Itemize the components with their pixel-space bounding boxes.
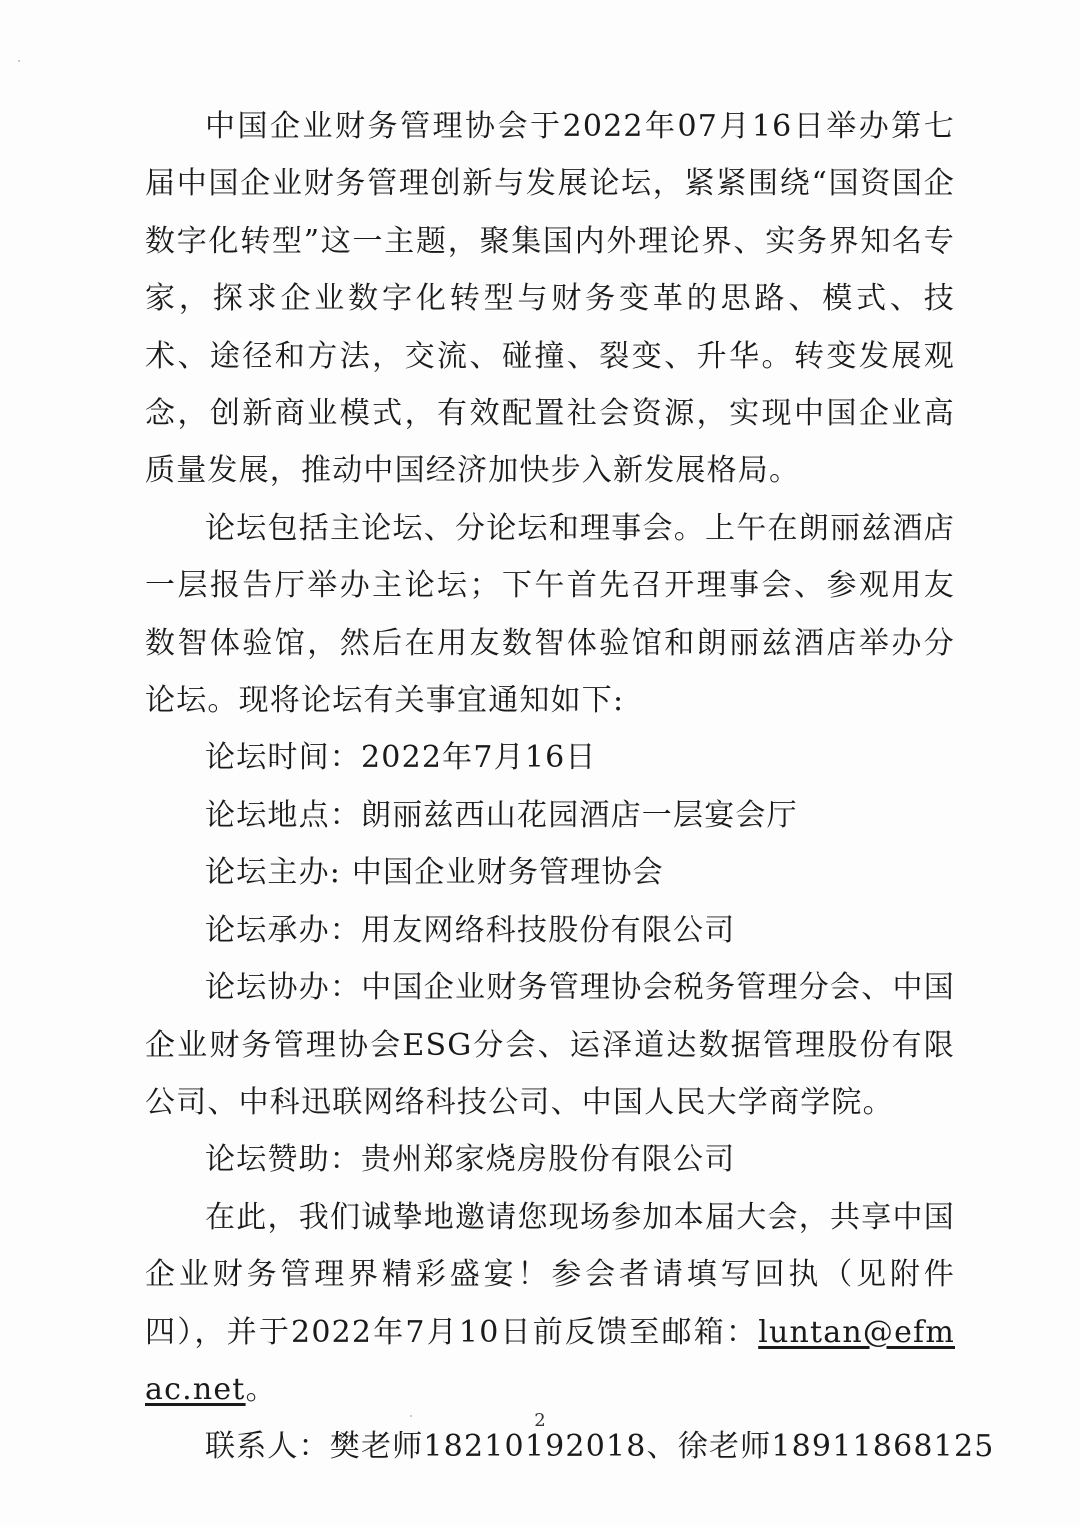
forum-sponsor: 论坛赞助：贵州郑家烧房股份有限公司	[205, 1142, 736, 1178]
intro-paragraph: 中国企业财务管理协会于2022年07月16日举办第七届中国企业财务管理创新与发展论坛，紧紧围绕“国资国企数字化转型”这一主题，聚集国内外理论界、实务界知名专家，探求企业数字化转型与财务变革的思路、模式、技术、途径和方法，交流、碰撞、裂变、升华。转变发展观念，创新商业模式，有效配置社会资源，实现中国企业高质量发展，推动中国经济加快步入新发展格局。	[145, 109, 955, 489]
invitation-end: 。	[245, 1371, 277, 1407]
invitation-text: 在此，我们诚挚地邀请您现场参加本届大会，共享中国企业财务管理界精彩盛宴！参会者请填写回执（见附件四），并于2022年7月10日前反馈至邮箱：	[145, 1199, 955, 1350]
forum-host: 论坛主办: 中国企业财务管理协会	[205, 855, 664, 891]
forum-organizer: 论坛承办：用友网络科技股份有限公司	[205, 912, 736, 948]
email-link[interactable]: luntan@efmac.net	[145, 1314, 955, 1407]
document-body	[145, 98, 995, 1476]
invitation-paragraph	[145, 1189, 955, 1419]
structure-paragraph: 论坛包括主论坛、分论坛和理事会。上午在朗丽兹酒店一层报告厅举办主论坛；下午首先召开理事会、参观用友数智体验馆，然后在用友数智体验馆和朗丽兹酒店举办分论坛。现将论坛有关事宜通知如下:	[145, 510, 955, 719]
scan-speck	[18, 60, 20, 62]
scan-speck	[410, 1415, 412, 1417]
forum-time: 论坛时间：2022年7月16日	[205, 740, 597, 776]
forum-location: 论坛地点：朗丽兹西山花园酒店一层宴会厅	[205, 797, 798, 833]
forum-co-organizer: 论坛协办：中国企业财务管理协会税务管理分会、中国企业财务管理协会ESG分会、运泽道达数据管理股份有限公司、中科迅联网络科技公司、中国人民大学商学院。	[145, 970, 955, 1120]
contact-line: 联系人：樊老师18210192018、徐老师18911868125	[205, 1429, 995, 1465]
page-number: 2	[534, 1410, 546, 1431]
